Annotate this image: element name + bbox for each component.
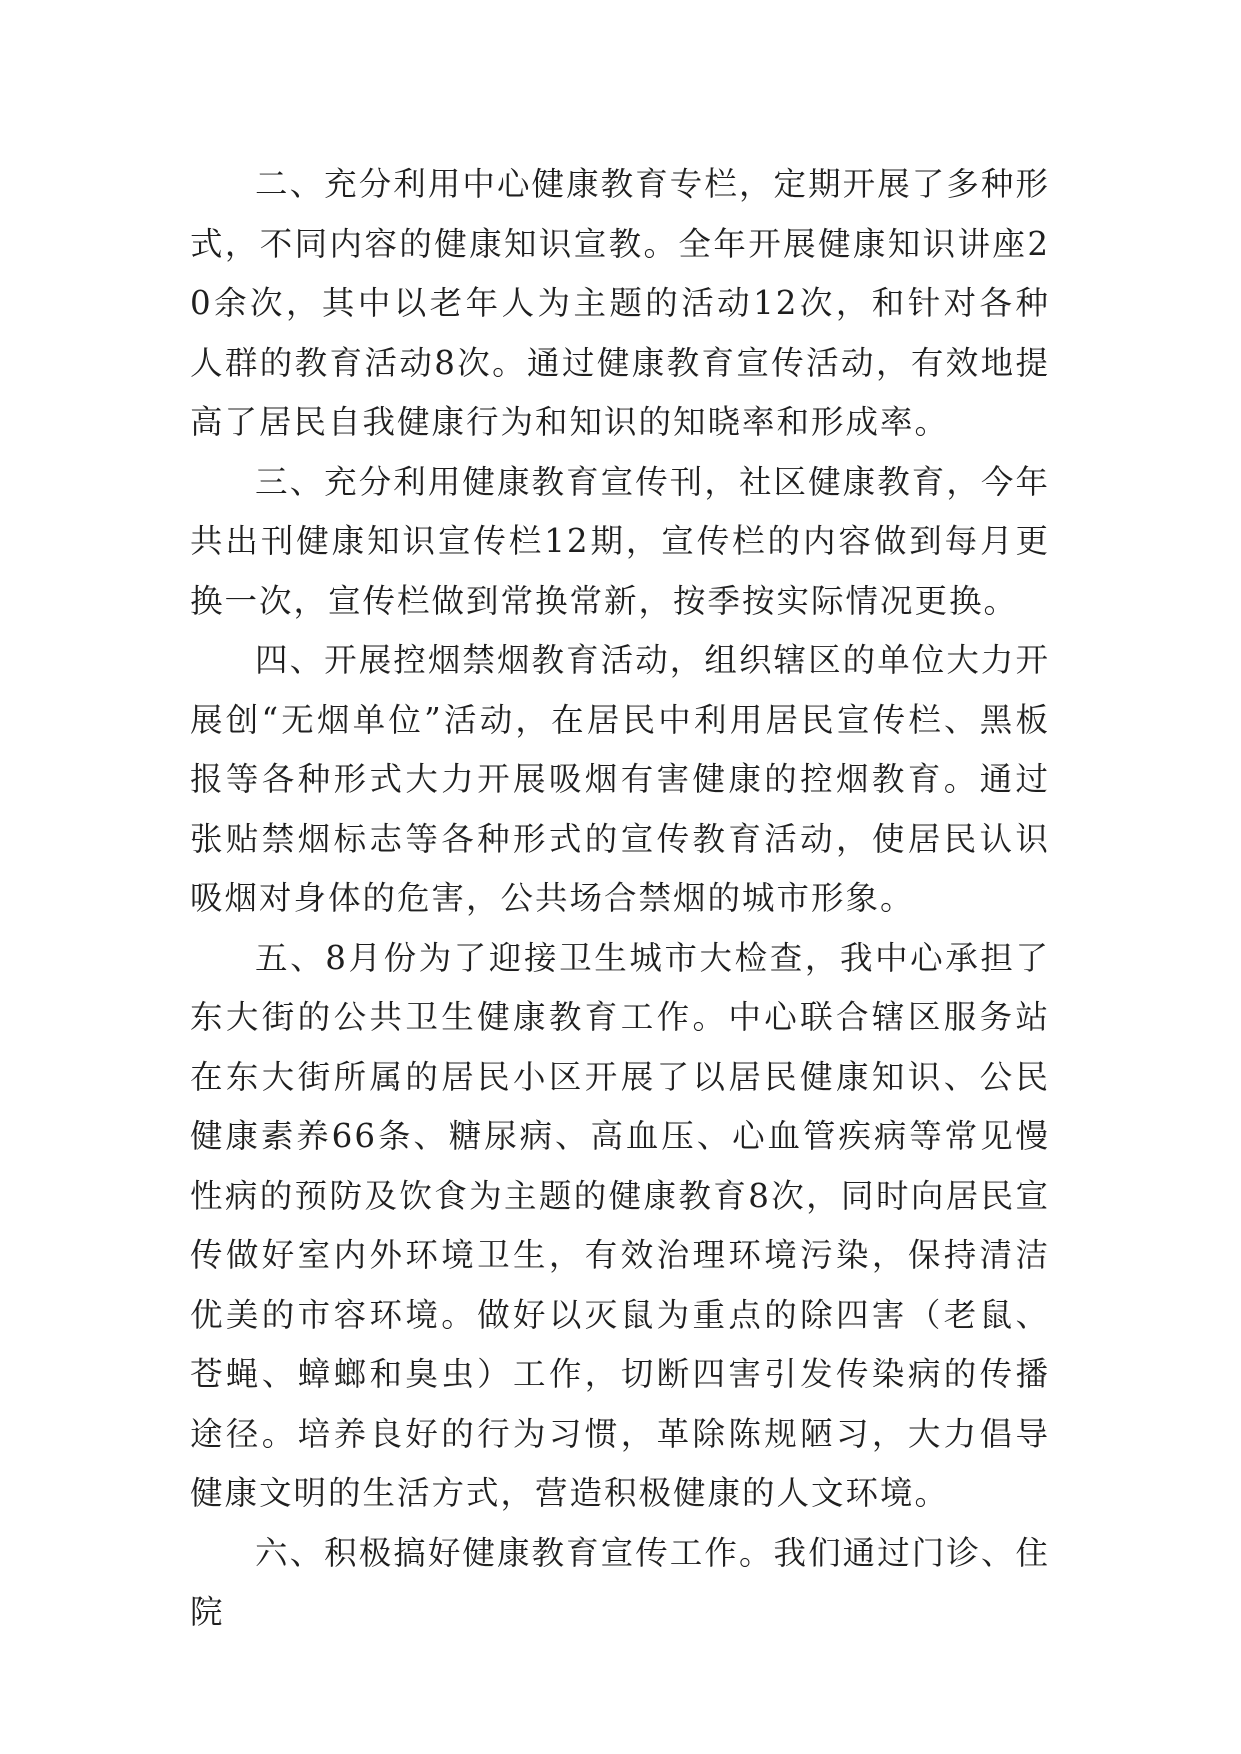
paragraph-6: 六、积极搞好健康教育宣传工作。我们通过门诊、住院 [190, 1533, 1050, 1631]
paragraph-2: 二、充分利用中心健康教育专栏，定期开展了多种形式，不同内容的健康知识宣教。全年开展健康知识讲座20余次，其中以老年人为主题的活动12次，和针对各种人群的教育活动8次。通过健康教育宣传活动，有效地提高了居民自我健康行为和知识的知晓率和形成率。 [190, 165, 1050, 441]
document-body [190, 155, 1050, 1643]
paragraph-5: 五、8月份为了迎接卫生城市大检查，我中心承担了东大街的公共卫生健康教育工作。中心联合辖区服务站在东大街所属的居民小区开展了以居民健康知识、公民健康素养66条、糖尿病、高血压、心血管疾病等常见慢性病的预防及饮食为主题的健康教育8次，同时向居民宣传做好室内外环境卫生，有效治理环境污染，保持清洁优美的市容环境。做好以灭鼠为重点的除四害（老鼠、苍蝇、蟑螂和臭虫）工作，切断四害引发传染病的传播途径。培养良好的行为习惯，革除陈规陋习，大力倡导健康文明的生活方式，营造积极健康的人文环境。 [190, 938, 1050, 1512]
paragraph-4: 四、开展控烟禁烟教育活动，组织辖区的单位大力开展创“无烟单位”活动，在居民中利用居民宣传栏、黑板报等各种形式大力开展吸烟有害健康的控烟教育。通过张贴禁烟标志等各种形式的宣传教育活动，使居民认识吸烟对身体的危害，公共场合禁烟的城市形象。 [190, 641, 1050, 917]
paragraph-3: 三、充分利用健康教育宣传刊，社区健康教育，今年共出刊健康知识宣传栏12期，宣传栏的内容做到每月更换一次，宣传栏做到常换常新，按季按实际情况更换。 [190, 462, 1050, 620]
